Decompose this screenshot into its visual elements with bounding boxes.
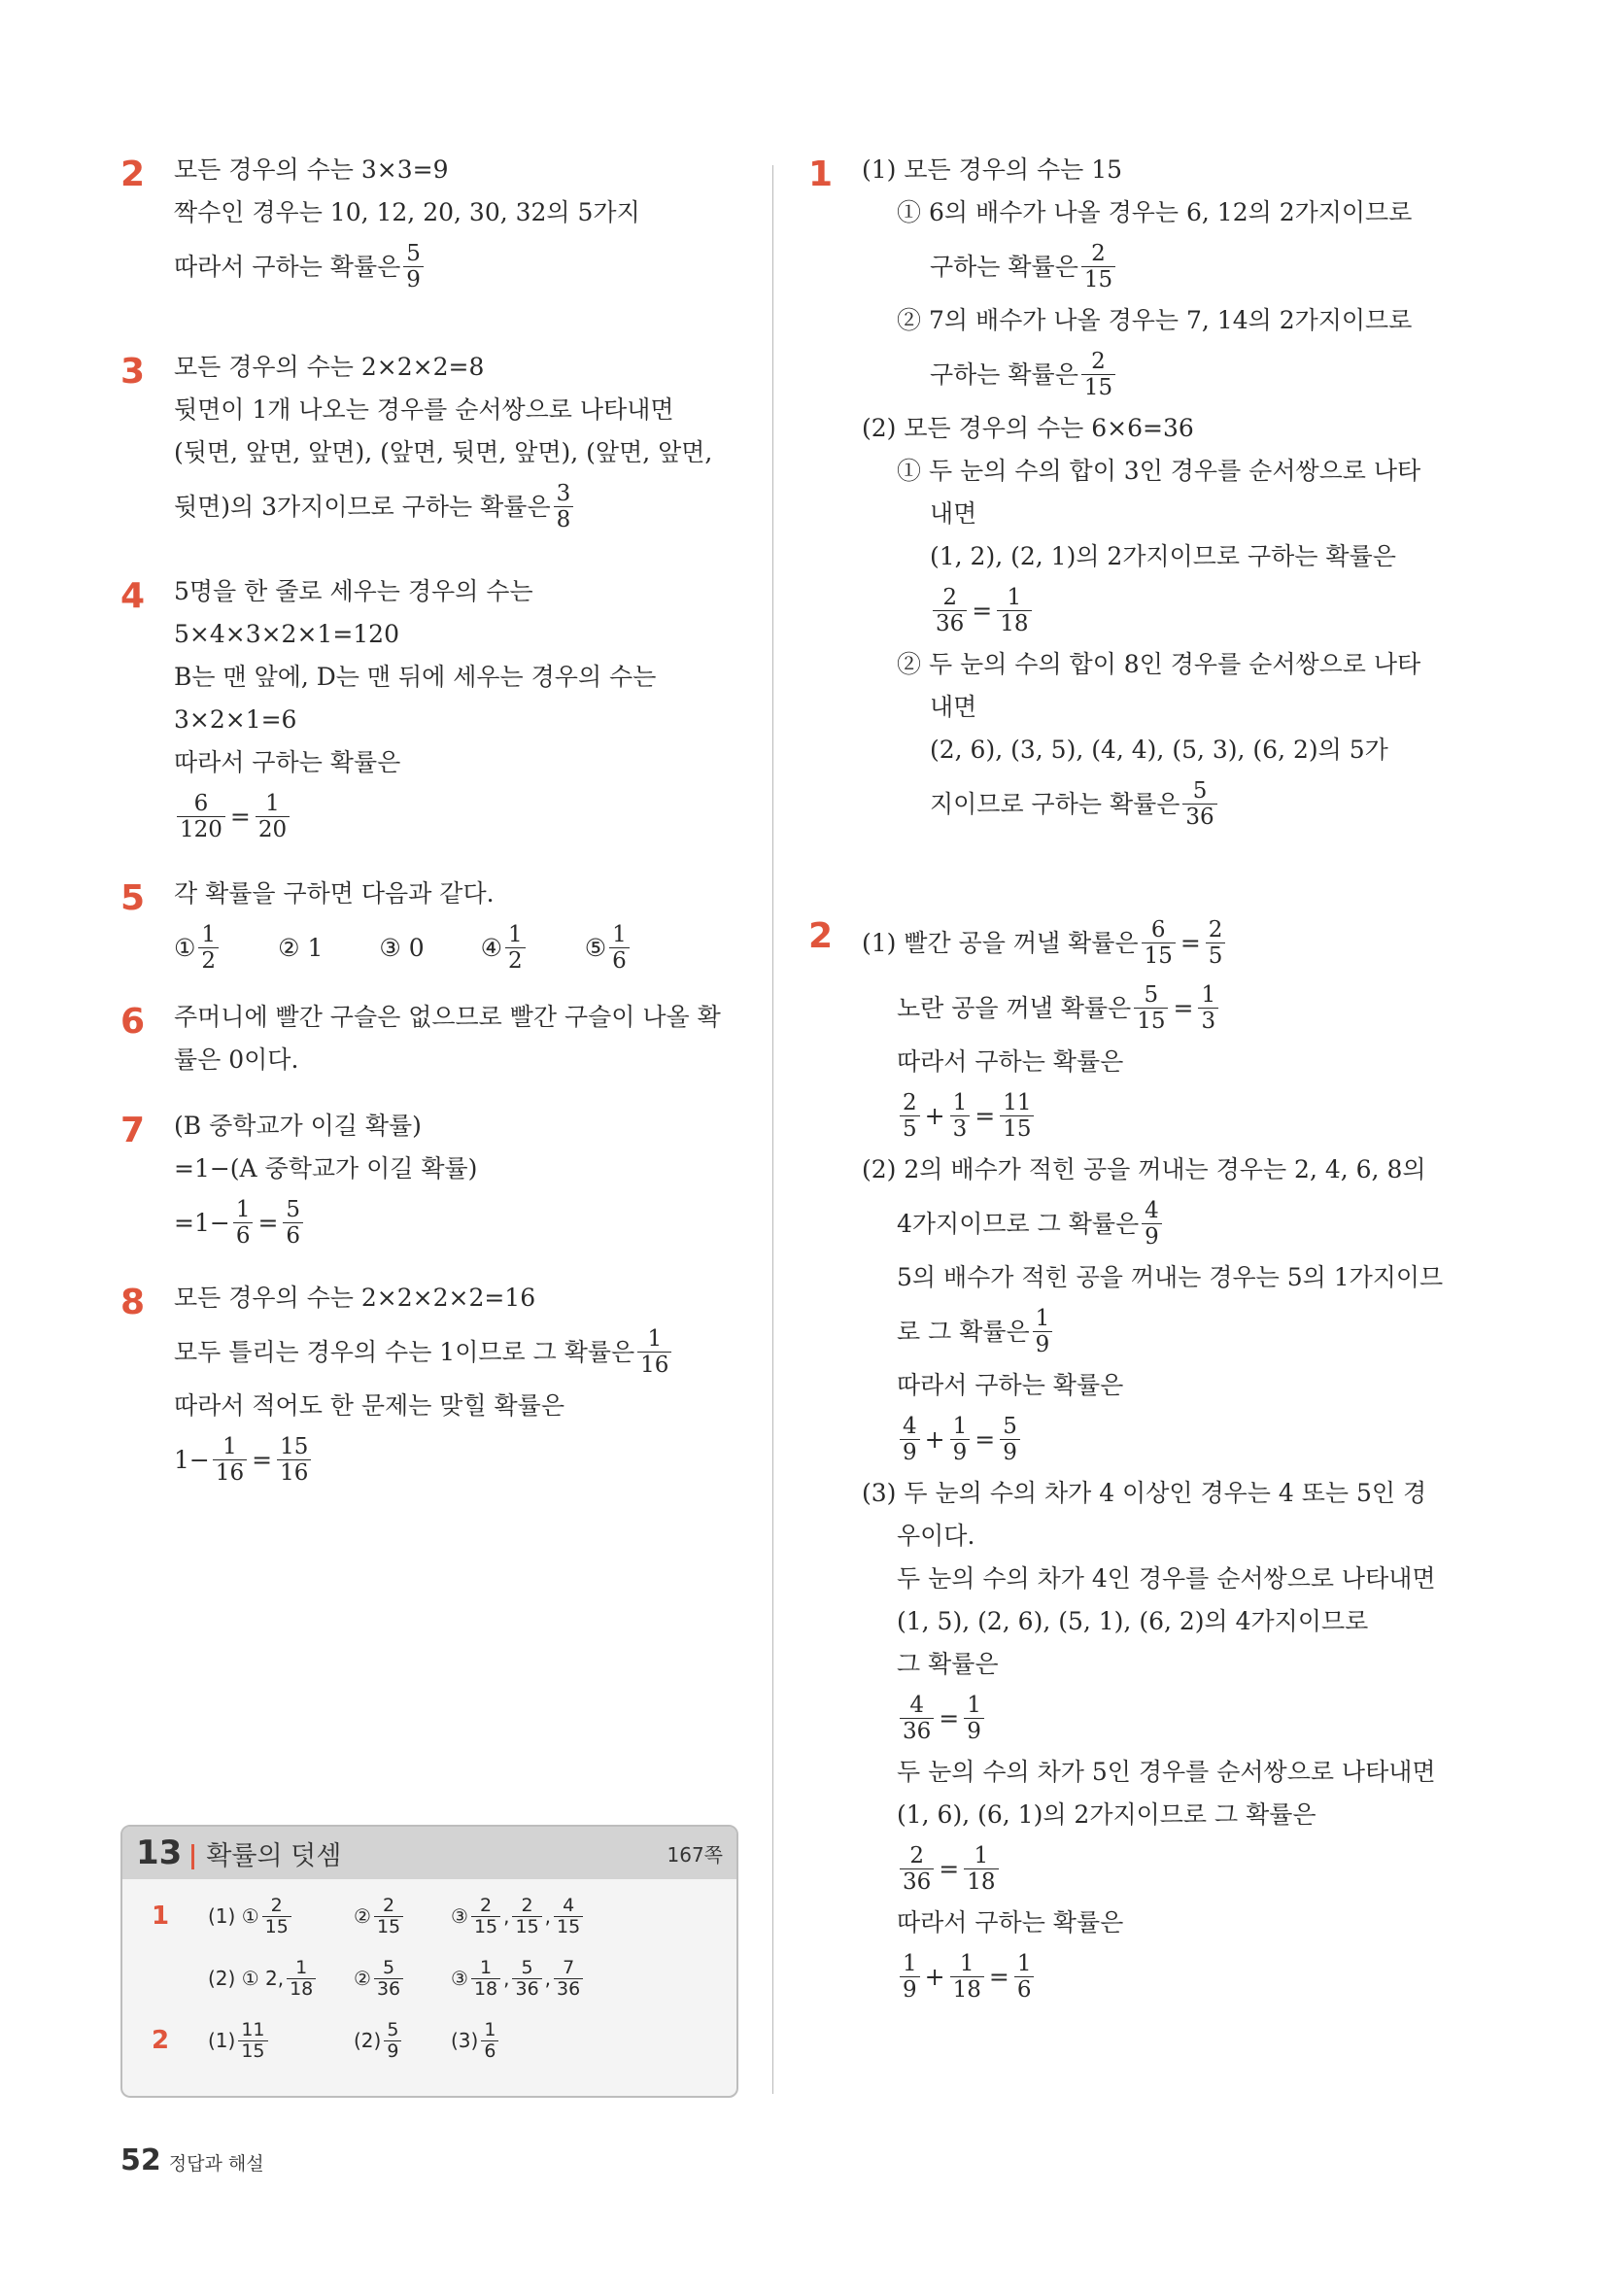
problem-number: 1 [808, 154, 834, 194]
fraction: $\frac{7}{36}$ [554, 1958, 583, 2000]
line-text: 모두 틀리는 경우의 수는 1이므로 그 확률은 [174, 1337, 635, 1366]
equation-line: 1− $\frac{1}{16}$ = $\frac{15}{16}$ [174, 1434, 742, 1486]
fraction: $\frac{1}{9}$ [964, 1693, 984, 1744]
section-number: 13 [136, 1833, 183, 1872]
fraction: $\frac{5}{9}$ [384, 2020, 401, 2062]
answer-summary-box [120, 1825, 738, 2098]
solution-line: ① 6의 배수가 나올 경우는 6, 12의 2가지이므로 [897, 198, 1413, 226]
summary-row: (2) ① 2, $\frac{1}{18}$ ② $\frac{5}{36}$ ③ $\frac{1}{18}$ , $\frac{5}{36}$ , $\frac{7}{36}$ [122, 1947, 736, 2009]
solution-line: 구하는 확률은 $\frac{2}{15}$ [862, 349, 1469, 400]
fraction: $\frac{15}{16}$ [277, 1434, 311, 1486]
solution-line: (B 중학교가 이길 확률) [174, 1112, 422, 1140]
solution-line: 따라서 구하는 확률은 [174, 748, 401, 776]
solution-line: 5×4×3×2×1=120 [174, 620, 399, 648]
solution-line: 모든 경우의 수는 2×2×2=8 [174, 353, 485, 381]
solution-line: 주머니에 빨간 구슬은 없으므로 빨간 구슬이 나올 확 [174, 1003, 721, 1031]
fraction: $\frac{1}{18}$ [471, 1958, 500, 2000]
fraction: $\frac{1}{18}$ [287, 1958, 316, 2000]
fraction: $\frac{11}{15}$ [1000, 1090, 1034, 1142]
fraction: $\frac{6}{15}$ [1142, 917, 1176, 969]
solution-line: (1) 빨간 공을 꺼낼 확률은 $\frac{6}{15}$ = $\frac{2}{5}$ [862, 917, 1469, 969]
column-divider [772, 165, 773, 2094]
answer-number: 2 [152, 2026, 170, 2055]
equation-line: $\frac{2}{36}$ = $\frac{1}{18}$ [862, 585, 1469, 636]
solution-line: 따라서 구하는 확률은 [897, 1908, 1124, 1936]
fraction: $\frac{2}{5}$ [1206, 917, 1226, 969]
solution-line: (1, 5), (2, 6), (5, 1), (6, 2)의 4가지이므로 [897, 1607, 1369, 1635]
problem-number: 8 [120, 1283, 146, 1322]
fraction: $\frac{2}{15}$ [262, 1896, 291, 1937]
solution-line: (1, 2), (2, 1)의 2가지이므로 구하는 확률은 [930, 542, 1396, 570]
solution-line: 두 눈의 수의 차가 4인 경우를 순서쌍으로 나타내면 [897, 1564, 1436, 1593]
fraction: $\frac{1}{6}$ [233, 1197, 254, 1249]
solution-line: 두 눈의 수의 차가 5인 경우를 순서쌍으로 나타내면 [897, 1758, 1436, 1786]
summary-header [122, 1827, 736, 1879]
fraction: $\frac{2}{36}$ [900, 1843, 934, 1895]
fraction: $\frac{2}{15}$ [374, 1896, 403, 1937]
solution-line: 모든 경우의 수는 2×2×2×2=16 [174, 1284, 536, 1312]
solution-2 [120, 155, 742, 292]
solution-line: 우이다. [897, 1522, 975, 1550]
fraction: $\frac{1}{18}$ [964, 1843, 998, 1895]
solution-line: 5명을 한 줄로 세우는 경우의 수는 [174, 577, 533, 605]
fraction: $\frac{5}{36}$ [1182, 778, 1216, 830]
fraction: $\frac{1}{18}$ [950, 1951, 984, 2003]
fraction: $\frac{11}{15}$ [238, 2020, 267, 2062]
fraction: $\frac{1}{3}$ [950, 1090, 971, 1142]
fraction: $\frac{1}{3}$ [1198, 982, 1218, 1034]
solution-line: 지이므로 구하는 확률은 $\frac{5}{36}$ [862, 778, 1469, 830]
section-title: 확률의 덧셈 [206, 1840, 342, 1871]
fraction: $\frac{2}{15}$ [1081, 241, 1115, 292]
line-text: 뒷면)의 3가지이므로 구하는 확률은 [174, 492, 551, 521]
solution-line: 구하는 확률은 $\frac{2}{15}$ [862, 241, 1469, 292]
solution-5 [120, 879, 742, 974]
solution-line: 뒷면이 1개 나오는 경우를 순서쌍으로 나타내면 [174, 395, 674, 424]
page-footer [120, 2143, 264, 2177]
fraction: $\frac{4}{15}$ [554, 1896, 583, 1937]
fraction: $\frac{4}{9}$ [900, 1414, 920, 1465]
solution-line: 로 그 확률은 $\frac{1}{9}$ [862, 1306, 1469, 1357]
fraction: $\frac{1}{6}$ [1014, 1951, 1035, 2003]
problem-number: 7 [120, 1111, 146, 1150]
problem-number: 4 [120, 576, 146, 616]
solution-line: (1) 모든 경우의 수는 15 [862, 155, 1123, 184]
summary-row: 2 (1) $\frac{11}{15}$ (2) $\frac{5}{9}$ (3) $\frac{1}{6}$ [122, 2009, 736, 2072]
fraction: $\frac{5}{9}$ [1000, 1414, 1020, 1465]
solution-line [174, 481, 742, 532]
choices-line: ① $\frac{1}{2}$ ② 1 ③ 0 ④ $\frac{1}{2}$ ⑤ $\frac{1}{6}$ [174, 922, 742, 974]
fraction: $\frac{2}{36}$ [933, 585, 967, 636]
solution-line: B는 맨 앞에, D는 맨 뒤에 세우는 경우의 수는 [174, 663, 657, 691]
fraction: $\frac{2}{5}$ [900, 1090, 920, 1142]
solution-line: ① 두 눈의 수의 합이 3인 경우를 순서쌍으로 나타 [897, 457, 1421, 485]
fraction: $\frac{1}{18}$ [997, 585, 1031, 636]
solution-8 [120, 1284, 742, 1486]
solution-line: (2, 6), (3, 5), (4, 4), (5, 3), (6, 2)의 5가 [930, 736, 1388, 764]
solution-line: ② 7의 배수가 나올 경우는 7, 14의 2가지이므로 [897, 306, 1413, 334]
problem-number: 6 [120, 1002, 146, 1042]
solution-line: 따라서 구하는 확률은 [897, 1371, 1124, 1399]
fraction: $\frac{5}{9}$ [403, 241, 424, 292]
equation-line: $\frac{6}{120}$ = $\frac{1}{20}$ [174, 791, 742, 842]
solution-line: 그 확률은 [897, 1650, 999, 1678]
problem-number: 5 [120, 878, 146, 918]
equation-line: $\frac{4}{36}$ = $\frac{1}{9}$ [862, 1693, 1469, 1744]
equation-line: =1− $\frac{1}{6}$ = $\frac{5}{6}$ [174, 1197, 742, 1249]
solution-line: 각 확률을 구하면 다음과 같다. [174, 879, 495, 908]
fraction: $\frac{2}{15}$ [512, 1896, 541, 1937]
solution-line: 따라서 구하는 확률은 [897, 1047, 1124, 1076]
fraction: $\frac{1}{6}$ [609, 922, 630, 974]
solution-line: 내면 [930, 693, 977, 721]
equation-line: $\frac{2}{36}$ = $\frac{1}{18}$ [862, 1843, 1469, 1895]
fraction: $\frac{2}{15}$ [471, 1896, 500, 1937]
solution-line: 3×2×1=6 [174, 705, 297, 734]
solution-line: =1−(A 중학교가 이길 확률) [174, 1154, 478, 1182]
fraction: $\frac{4}{36}$ [900, 1693, 934, 1744]
fraction: $\frac{5}{36}$ [512, 1958, 541, 2000]
fraction: $\frac{6}{120}$ [177, 791, 225, 842]
fraction: $\frac{1}{9}$ [900, 1951, 920, 2003]
left-column [120, 155, 742, 1499]
problem-number: 2 [120, 154, 146, 194]
fraction: $\frac{4}{9}$ [1142, 1198, 1162, 1250]
solution-line [174, 241, 742, 292]
equation-line: $\frac{2}{5}$ + $\frac{1}{3}$ = $\frac{11}{15}$ [862, 1090, 1469, 1142]
solution-4 [120, 577, 742, 842]
problem-number: 2 [808, 916, 834, 956]
problem-number: 3 [120, 352, 146, 392]
fraction: $\frac{1}{16}$ [637, 1326, 671, 1378]
solution-line: 모든 경우의 수는 3×3=9 [174, 155, 449, 184]
solution-line: 4가지이므로 그 확률은 $\frac{4}{9}$ [862, 1198, 1469, 1250]
line-text: 따라서 구하는 확률은 [174, 252, 401, 281]
solution-line: 5의 배수가 적힌 공을 꺼내는 경우는 5의 1가지이므 [897, 1263, 1444, 1291]
fraction: $\frac{1}{9}$ [950, 1414, 971, 1465]
fraction: $\frac{1}{20}$ [256, 791, 290, 842]
fraction: $\frac{1}{2}$ [198, 922, 219, 974]
solution-line: ② 두 눈의 수의 합이 8인 경우를 순서쌍으로 나타 [897, 650, 1421, 678]
fraction: $\frac{1}{16}$ [213, 1434, 247, 1486]
solution-3 [120, 353, 742, 532]
fraction: $\frac{2}{15}$ [1081, 349, 1115, 400]
solution-7 [120, 1112, 742, 1249]
fraction: $\frac{5}{15}$ [1134, 982, 1168, 1034]
solution-right-1 [808, 155, 1469, 830]
fraction: $\frac{5}{6}$ [283, 1197, 303, 1249]
solution-line: 률은 0이다. [174, 1045, 299, 1074]
accent-bar [191, 1844, 194, 1869]
solution-line: (3) 두 눈의 수의 차가 4 이상인 경우는 4 또는 5인 경 [862, 1479, 1427, 1507]
equation-line: $\frac{4}{9}$ + $\frac{1}{9}$ = $\frac{5}{9}$ [862, 1414, 1469, 1465]
solution-line: 짝수인 경우는 10, 12, 20, 30, 32의 5가지 [174, 198, 640, 226]
equation-line: $\frac{1}{9}$ + $\frac{1}{18}$ = $\frac{1}{6}$ [862, 1951, 1469, 2003]
solution-line: (2) 모든 경우의 수는 6×6=36 [862, 414, 1194, 442]
solution-line: 내면 [930, 499, 977, 528]
solution-6 [120, 1003, 742, 1075]
solution-line: (1, 6), (6, 1)의 2가지이므로 그 확률은 [897, 1800, 1316, 1829]
fraction: $\frac{5}{36}$ [374, 1958, 403, 2000]
right-column [808, 155, 1469, 2016]
solution-line: 따라서 적어도 한 문제는 맞힐 확률은 [174, 1391, 564, 1420]
fraction: $\frac{3}{8}$ [554, 481, 574, 532]
fraction: $\frac{1}{2}$ [505, 922, 526, 974]
fraction: $\frac{1}{6}$ [481, 2020, 498, 2062]
solution-line: 노란 공을 꺼낼 확률은 $\frac{5}{15}$ = $\frac{1}{3}$ [862, 982, 1469, 1034]
summary-row: 1 (1) ① $\frac{2}{15}$ ② $\frac{2}{15}$ ③ $\frac{2}{15}$ , $\frac{2}{15}$ , $\frac{4}{15}$ [122, 1885, 736, 1947]
solution-right-2 [808, 917, 1469, 2003]
page-reference: 167쪽 [667, 1842, 723, 1867]
page-number: 52 [120, 2143, 161, 2177]
footer-label: 정답과 해설 [168, 2153, 264, 2175]
solution-line [174, 1326, 742, 1378]
fraction: $\frac{1}{9}$ [1033, 1306, 1053, 1357]
answer-number: 1 [152, 1902, 170, 1931]
solution-line: (2) 2의 배수가 적힌 공을 꺼내는 경우는 2, 4, 6, 8의 [862, 1155, 1426, 1183]
solution-line: (뒷면, 앞면, 앞면), (앞면, 뒷면, 앞면), (앞면, 앞면, [174, 438, 713, 466]
